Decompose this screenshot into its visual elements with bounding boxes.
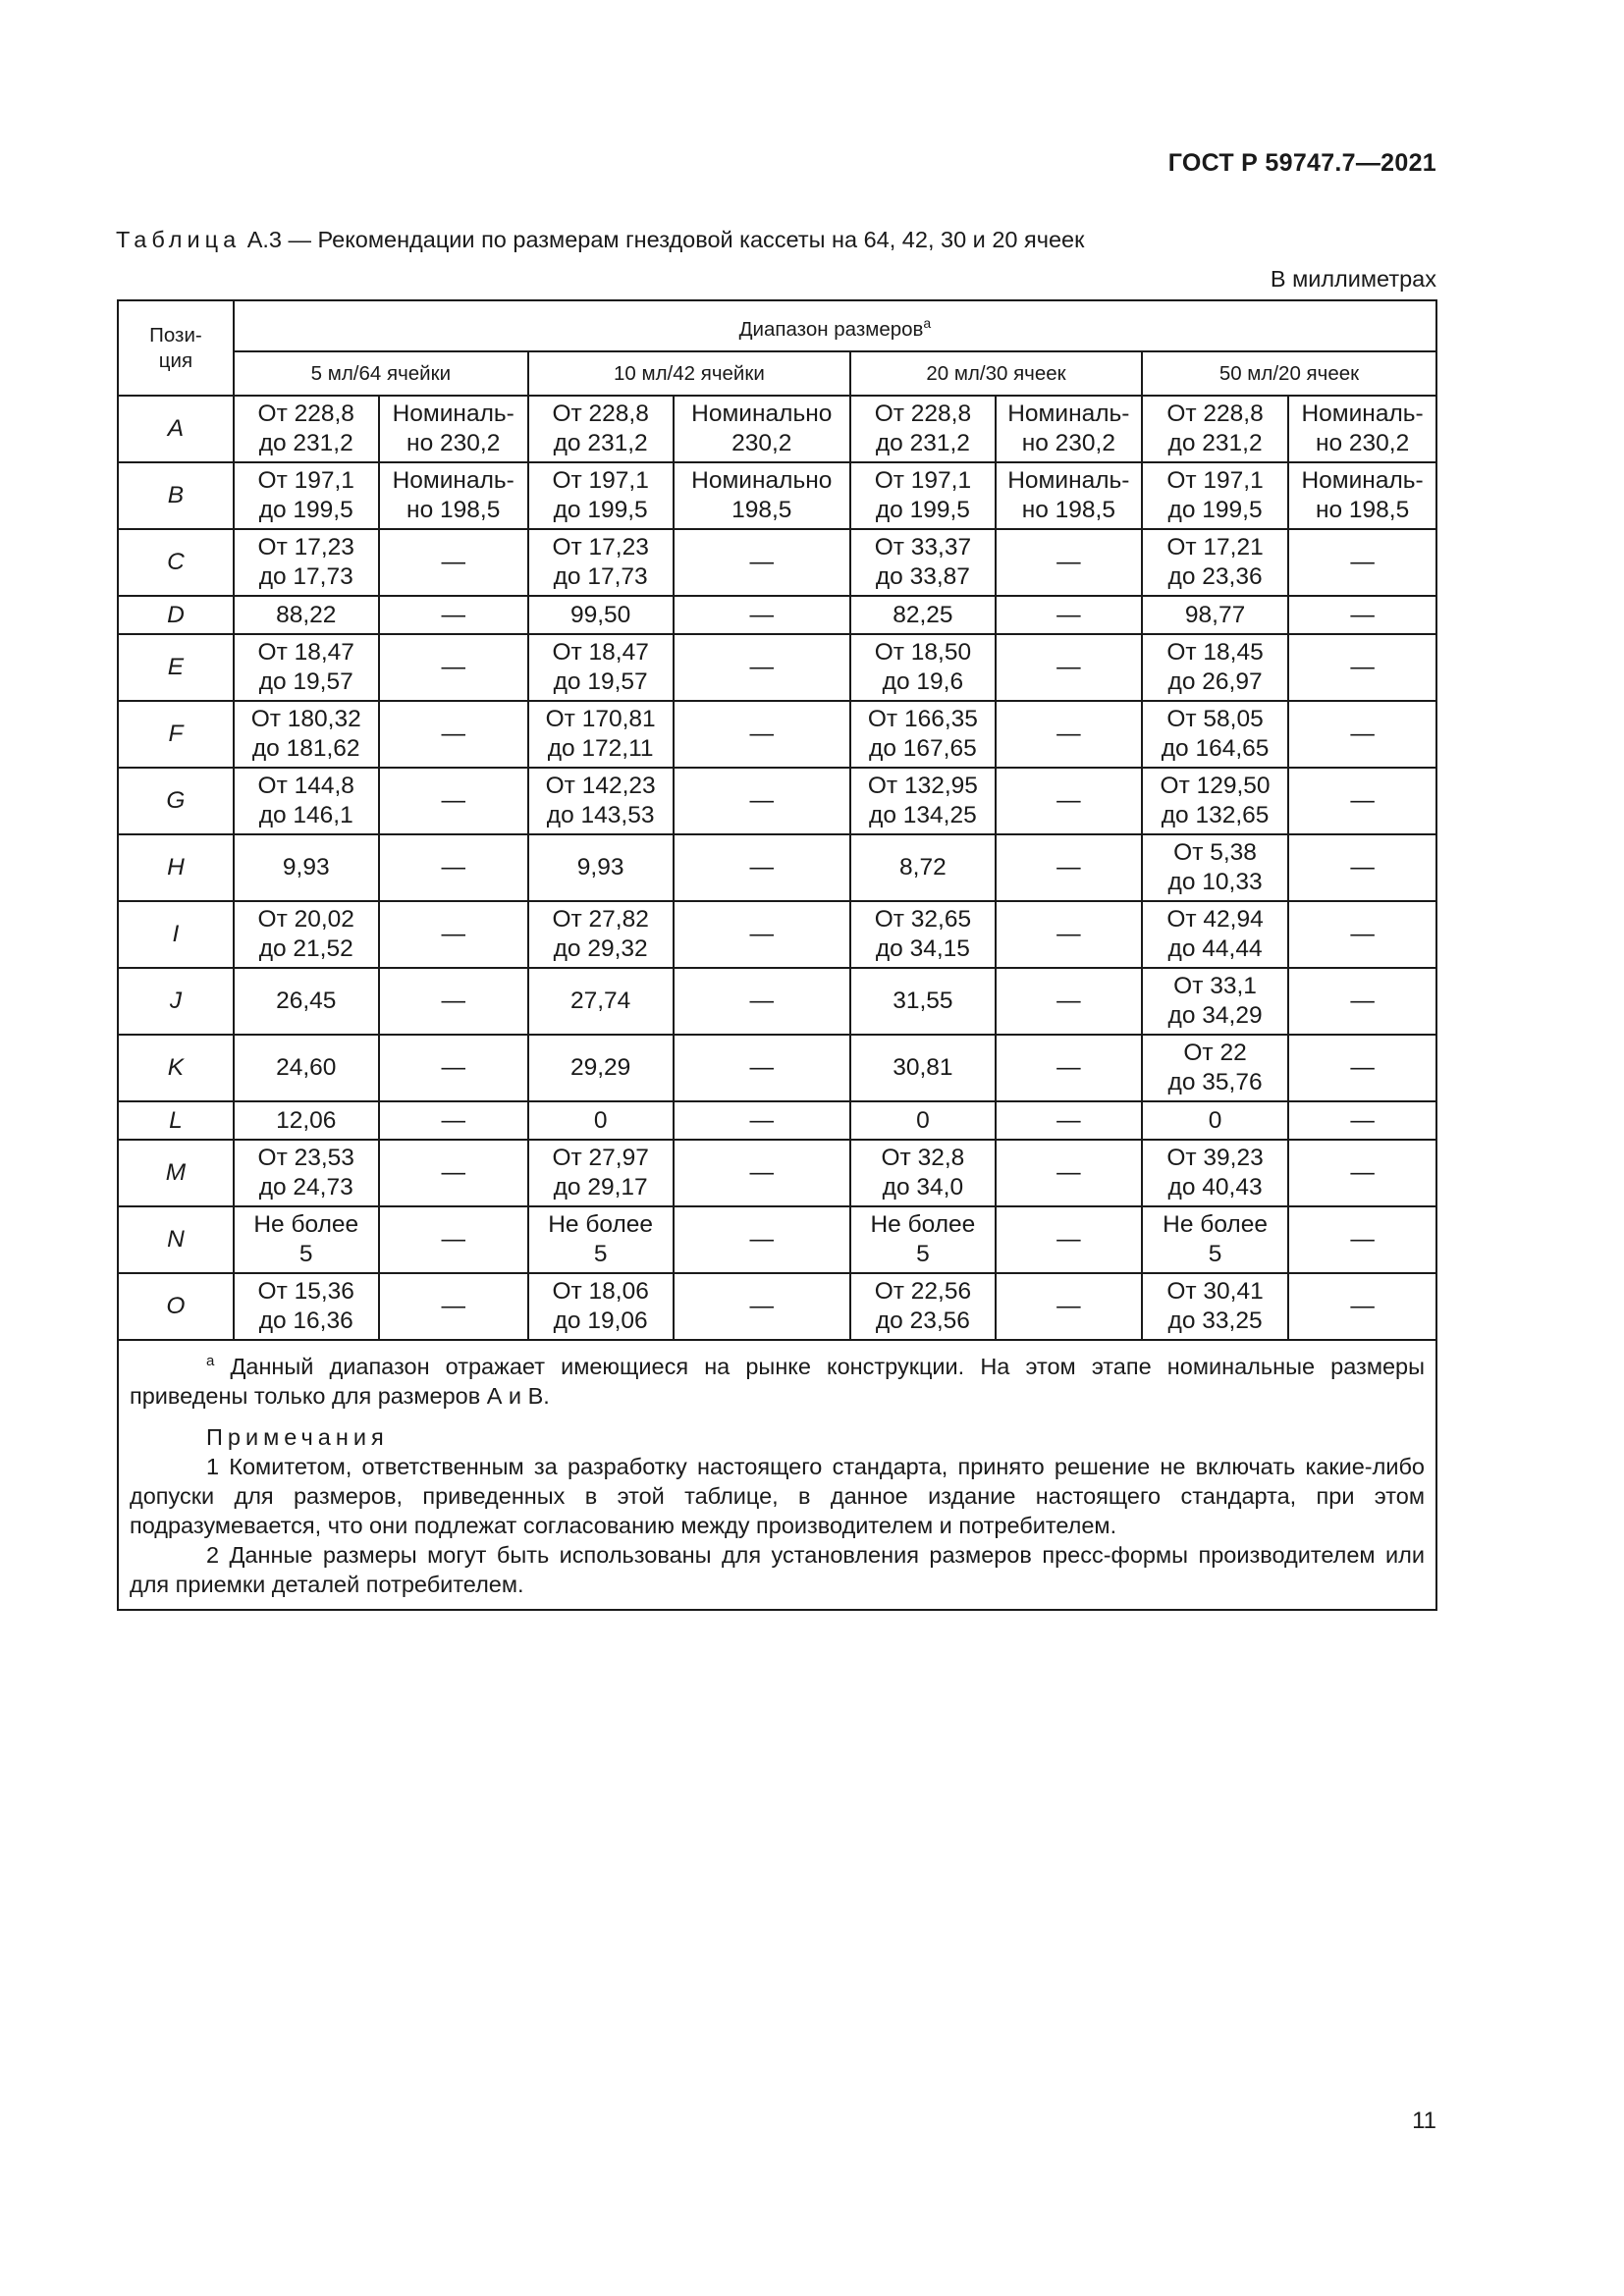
value-cell: От 27,82 до 29,32 xyxy=(528,901,674,968)
value-cell: От 17,23 до 17,73 xyxy=(234,529,379,596)
value-cell: — xyxy=(674,701,851,768)
position-cell: G xyxy=(118,768,234,834)
value-cell: От 197,1 до 199,5 xyxy=(1142,462,1288,529)
value-cell: — xyxy=(379,901,528,968)
position-cell: O xyxy=(118,1273,234,1340)
value-cell: — xyxy=(1288,1140,1436,1206)
value-cell: От 18,47 до 19,57 xyxy=(234,634,379,701)
position-cell: M xyxy=(118,1140,234,1206)
value-cell: 9,93 xyxy=(234,834,379,901)
table-row xyxy=(118,834,1436,901)
table-row xyxy=(118,901,1436,968)
value-cell: — xyxy=(1288,634,1436,701)
group-header: 50 мл/20 ячеек xyxy=(1142,351,1436,396)
value-cell: — xyxy=(674,1206,851,1273)
value-cell: — xyxy=(674,634,851,701)
group-header: 10 мл/42 ячейки xyxy=(528,351,850,396)
value-cell: От 15,36 до 16,36 xyxy=(234,1273,379,1340)
value-cell: От 17,21 до 23,36 xyxy=(1142,529,1288,596)
value-cell: От 22 до 35,76 xyxy=(1142,1035,1288,1101)
position-cell: B xyxy=(118,462,234,529)
value-cell: От 39,23 до 40,43 xyxy=(1142,1140,1288,1206)
value-cell: 9,93 xyxy=(528,834,674,901)
table-row xyxy=(118,768,1436,834)
value-cell: От 20,02 до 21,52 xyxy=(234,901,379,968)
table-row xyxy=(118,1101,1436,1140)
position-cell: J xyxy=(118,968,234,1035)
table-row xyxy=(118,968,1436,1035)
value-cell: 8,72 xyxy=(850,834,996,901)
value-cell: — xyxy=(1288,1273,1436,1340)
value-cell: — xyxy=(996,768,1142,834)
value-cell: От 228,8 до 231,2 xyxy=(850,396,996,462)
footnote-text: Данный диапазон отражает имеющиеся на рынке конструкции. На этом этапе номинальные размеры приведены только для размеров А и В. xyxy=(130,1353,1426,1409)
value-cell: От 17,23 до 17,73 xyxy=(528,529,674,596)
value-cell: — xyxy=(996,901,1142,968)
value-cell: 99,50 xyxy=(528,596,674,634)
value-cell: — xyxy=(1288,1206,1436,1273)
table-row xyxy=(118,596,1436,634)
value-cell: От 197,1 до 199,5 xyxy=(528,462,674,529)
value-cell: — xyxy=(379,1140,528,1206)
table-caption xyxy=(116,227,1084,253)
value-cell: Номиналь- но 198,5 xyxy=(379,462,528,529)
value-cell: — xyxy=(674,768,851,834)
value-cell: — xyxy=(1288,596,1436,634)
value-cell: — xyxy=(379,968,528,1035)
caption-text: А.3 — Рекомендации по размерам гнездовой кассеты на 64, 42, 30 и 20 ячеек xyxy=(246,227,1085,252)
value-cell: Номиналь- но 230,2 xyxy=(379,396,528,462)
value-cell: От 32,8 до 34,0 xyxy=(850,1140,996,1206)
notes-row xyxy=(118,1340,1436,1610)
value-cell: 31,55 xyxy=(850,968,996,1035)
value-cell: — xyxy=(1288,529,1436,596)
value-cell: — xyxy=(996,529,1142,596)
value-cell: — xyxy=(996,1101,1142,1140)
value-cell: 0 xyxy=(528,1101,674,1140)
value-cell: От 18,06 до 19,06 xyxy=(528,1273,674,1340)
value-cell: — xyxy=(996,1140,1142,1206)
value-cell: От 42,94 до 44,44 xyxy=(1142,901,1288,968)
value-cell: — xyxy=(379,1101,528,1140)
dimensions-table xyxy=(117,299,1437,1611)
value-cell: 29,29 xyxy=(528,1035,674,1101)
value-cell: От 23,53 до 24,73 xyxy=(234,1140,379,1206)
value-cell: — xyxy=(674,596,851,634)
value-cell: — xyxy=(674,901,851,968)
value-cell: — xyxy=(674,1035,851,1101)
value-cell: — xyxy=(379,634,528,701)
table-row xyxy=(118,396,1436,462)
value-cell: — xyxy=(996,1035,1142,1101)
note-item: 2 Данные размеры могут быть использованы для установления размеров пресс-формы производителем или для приемки деталей потребителем. xyxy=(130,1541,1425,1597)
value-cell: Не более 5 xyxy=(234,1206,379,1273)
notes-cell xyxy=(118,1340,1436,1610)
value-cell: От 58,05 до 164,65 xyxy=(1142,701,1288,768)
value-cell: — xyxy=(996,968,1142,1035)
value-cell: — xyxy=(996,1206,1142,1273)
value-cell: От 170,81 до 172,11 xyxy=(528,701,674,768)
value-cell: — xyxy=(379,1273,528,1340)
value-cell: Номиналь- но 230,2 xyxy=(996,396,1142,462)
value-cell: От 27,97 до 29,17 xyxy=(528,1140,674,1206)
value-cell: От 129,50 до 132,65 xyxy=(1142,768,1288,834)
value-cell: Номинально 230,2 xyxy=(674,396,851,462)
value-cell: — xyxy=(379,596,528,634)
value-cell: Не более 5 xyxy=(850,1206,996,1273)
value-cell: От 18,45 до 26,97 xyxy=(1142,634,1288,701)
value-cell: 98,77 xyxy=(1142,596,1288,634)
value-cell: — xyxy=(1288,701,1436,768)
value-cell: От 18,50 до 19,6 xyxy=(850,634,996,701)
value-cell: — xyxy=(1288,968,1436,1035)
position-header: Пози- ция xyxy=(118,300,234,396)
value-cell: — xyxy=(1288,1035,1436,1101)
document-code: ГОСТ Р 59747.7—2021 xyxy=(1167,149,1436,177)
value-cell: От 30,41 до 33,25 xyxy=(1142,1273,1288,1340)
position-cell: C xyxy=(118,529,234,596)
value-cell: 27,74 xyxy=(528,968,674,1035)
group-header: 20 мл/30 ячеек xyxy=(850,351,1142,396)
position-cell: H xyxy=(118,834,234,901)
value-cell: 82,25 xyxy=(850,596,996,634)
value-cell: — xyxy=(1288,901,1436,968)
position-cell: I xyxy=(118,901,234,968)
value-cell: — xyxy=(674,529,851,596)
header-row xyxy=(118,300,1436,351)
table-row xyxy=(118,1273,1436,1340)
value-cell: — xyxy=(996,701,1142,768)
value-cell: Номиналь- но 198,5 xyxy=(1288,462,1436,529)
value-cell: — xyxy=(379,529,528,596)
position-cell: K xyxy=(118,1035,234,1101)
value-cell: 30,81 xyxy=(850,1035,996,1101)
value-cell: — xyxy=(996,596,1142,634)
value-cell: От 197,1 до 199,5 xyxy=(234,462,379,529)
table-footnote xyxy=(130,1347,1425,1411)
value-cell: От 132,95 до 134,25 xyxy=(850,768,996,834)
value-cell: — xyxy=(379,701,528,768)
caption-label: Таблица xyxy=(116,227,242,252)
position-cell: D xyxy=(118,596,234,634)
value-cell: — xyxy=(674,1101,851,1140)
group-header-row xyxy=(118,351,1436,396)
value-cell: — xyxy=(674,1273,851,1340)
position-cell: N xyxy=(118,1206,234,1273)
value-cell: — xyxy=(996,634,1142,701)
value-cell: От 18,47 до 19,57 xyxy=(528,634,674,701)
value-cell: От 33,1 до 34,29 xyxy=(1142,968,1288,1035)
position-cell: L xyxy=(118,1101,234,1140)
table-row xyxy=(118,634,1436,701)
position-cell: E xyxy=(118,634,234,701)
value-cell: От 32,65 до 34,15 xyxy=(850,901,996,968)
value-cell: 24,60 xyxy=(234,1035,379,1101)
range-footnote-mark: а xyxy=(923,314,932,331)
value-cell: От 228,8 до 231,2 xyxy=(528,396,674,462)
value-cell: От 228,8 до 231,2 xyxy=(234,396,379,462)
value-cell: 0 xyxy=(1142,1101,1288,1140)
table-row xyxy=(118,1035,1436,1101)
table-row xyxy=(118,701,1436,768)
table-row xyxy=(118,462,1436,529)
value-cell: От 5,38 до 10,33 xyxy=(1142,834,1288,901)
value-cell: Не более 5 xyxy=(1142,1206,1288,1273)
value-cell: Номиналь- но 198,5 xyxy=(996,462,1142,529)
units-label: В миллиметрах xyxy=(1270,266,1436,292)
value-cell: Номинально 198,5 xyxy=(674,462,851,529)
range-header-text: Диапазон размеров xyxy=(738,317,924,341)
value-cell: — xyxy=(674,968,851,1035)
value-cell: Не более 5 xyxy=(528,1206,674,1273)
value-cell: — xyxy=(379,1206,528,1273)
footnote-mark: а xyxy=(206,1353,215,1369)
position-cell: F xyxy=(118,701,234,768)
table-row xyxy=(118,529,1436,596)
value-cell: От 33,37 до 33,87 xyxy=(850,529,996,596)
value-cell: — xyxy=(379,1035,528,1101)
table-row xyxy=(118,1206,1436,1273)
value-cell: От 180,32 до 181,62 xyxy=(234,701,379,768)
table-row xyxy=(118,1140,1436,1206)
value-cell: — xyxy=(1288,1101,1436,1140)
value-cell: От 142,23 до 143,53 xyxy=(528,768,674,834)
value-cell: — xyxy=(1288,834,1436,901)
value-cell: 26,45 xyxy=(234,968,379,1035)
value-cell: — xyxy=(1288,768,1436,834)
value-cell: 0 xyxy=(850,1101,996,1140)
position-cell: A xyxy=(118,396,234,462)
value-cell: От 197,1 до 199,5 xyxy=(850,462,996,529)
value-cell: 88,22 xyxy=(234,596,379,634)
value-cell: — xyxy=(996,1273,1142,1340)
note-item: 1 Комитетом, ответственным за разработку настоящего стандарта, принято решение не включать какие-либо допуски для размеров, приведенных в этой таблице, в данное издание настоящего стандарта, при этом подразумевается, что они подлежат согласованию между производителем и потребителем. xyxy=(130,1453,1425,1538)
value-cell: — xyxy=(674,1140,851,1206)
value-cell: От 144,8 до 146,1 xyxy=(234,768,379,834)
value-cell: От 166,35 до 167,65 xyxy=(850,701,996,768)
value-cell: Номиналь- но 230,2 xyxy=(1288,396,1436,462)
value-cell: 12,06 xyxy=(234,1101,379,1140)
range-header xyxy=(234,300,1436,351)
group-header: 5 мл/64 ячейки xyxy=(234,351,528,396)
value-cell: — xyxy=(379,768,528,834)
value-cell: От 22,56 до 23,56 xyxy=(850,1273,996,1340)
notes-title: Примечания xyxy=(206,1423,389,1450)
value-cell: — xyxy=(674,834,851,901)
value-cell: — xyxy=(996,834,1142,901)
value-cell: — xyxy=(379,834,528,901)
page-number: 11 xyxy=(1412,2108,1436,2134)
value-cell: От 228,8 до 231,2 xyxy=(1142,396,1288,462)
